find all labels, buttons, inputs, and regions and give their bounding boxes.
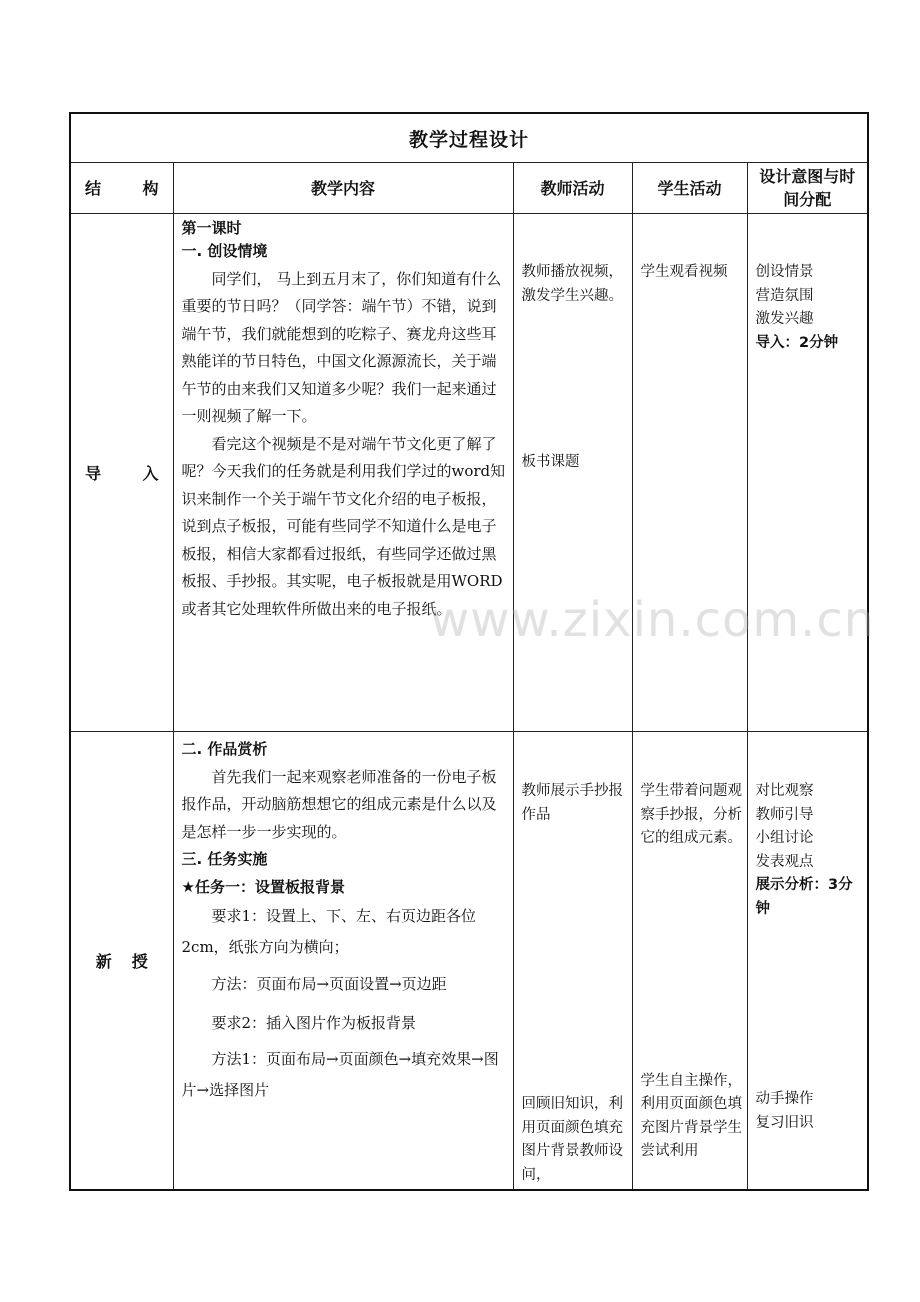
intro-teacher-text-2: 板书课题 <box>521 454 580 470</box>
new-design-intent <box>747 732 868 1190</box>
table-title: 教学过程设计 <box>70 113 868 163</box>
new-content <box>173 732 513 1190</box>
intro-paragraph-2: 看完这个视频是不是对端午节文化更了解了呢？今天我们的任务就是利用我们学过的word知识来制作一个关于端午节文化介绍的电子板报，说到点子板报，可能有些同学不知道什么是电子板报，相信大家都看过报纸，有些同学还做过黑板报、手抄报。其实呢，电子板报就是用WORD或者其它处理软件所做出来的电子报纸。 <box>181 434 506 618</box>
header-teacher-activity: 教师活动 <box>513 163 632 214</box>
new-student-activity <box>632 732 747 1190</box>
lesson-label: 第一课时 <box>181 219 242 237</box>
new-teacher-text-1: 教师展示手抄报作品 <box>521 783 623 823</box>
row-structure-intro <box>70 214 173 732</box>
new-design-1: 对比观察 <box>755 783 814 799</box>
new-design-5: 动手操作 <box>755 1091 814 1107</box>
lesson-process-table <box>69 112 869 1191</box>
header-structure <box>70 163 173 214</box>
intro-student-text-1: 学生观看视频 <box>640 264 728 280</box>
method-1: 方法：页面布局→页面设置→页边距 <box>211 975 447 993</box>
intro-structure-char-2: 入 <box>142 464 159 483</box>
new-student-text-1: 学生带着问题观察手抄报，分析它的组成元素。 <box>640 783 742 846</box>
intro-design-1: 创设情景 <box>755 264 814 280</box>
row-structure-new <box>70 732 173 1190</box>
header-content: 教学内容 <box>173 163 513 214</box>
new-structure-char-1: 新 <box>95 951 112 971</box>
intro-design-intent <box>747 214 868 732</box>
section-title-3: 三. 任务实施 <box>181 850 268 868</box>
intro-design-2: 营造氛围 <box>755 287 814 304</box>
new-student-text-2: 学生自主操作，利用页面颜色填充图片背景学生尝试利用 <box>640 1072 742 1159</box>
intro-teacher-text-1: 教师播放视频，激发学生兴趣。 <box>521 264 623 304</box>
new-design-4: 发表观点 <box>755 853 814 870</box>
header-design-intent: 设计意图与时间分配 <box>747 163 868 214</box>
header-structure-char-1: 结 <box>85 178 102 198</box>
watermark: www.zixin.com.cn <box>430 592 876 648</box>
intro-paragraph-1: 同学们， 马上到五月末了，你们知道有什么重要的节日吗？（同学答：端午节）不错，说到端午节，我们就能想到的吃粽子、赛龙舟这些耳熟能详的节日特色，中国文化源源流长，关于端午节的由来我们又知道多少呢？我们一起来通过一则视频了解一下。 <box>181 269 502 425</box>
method-2: 方法1：页面布局→页面颜色→填充效果→图片→选择图片 <box>181 1049 499 1099</box>
new-teacher-text-2: 回顾旧知识，利用页面颜色填充图片背景教师设问， <box>521 1096 623 1183</box>
new-design-time: 展示分析：3分钟 <box>755 877 853 917</box>
intro-structure-char-1: 导 <box>85 464 102 483</box>
new-design-3: 小组讨论 <box>755 830 814 846</box>
new-paragraph-1: 首先我们一起来观察老师准备的一份电子板报作品，开动脑筋想想它的组成元素是什么以及是怎样一步一步实现的。 <box>181 767 497 841</box>
intro-design-3: 激发兴趣 <box>755 311 814 327</box>
requirement-2: 要求2：插入图片作为板报背景 <box>211 1014 417 1032</box>
intro-content <box>173 214 513 732</box>
new-design-6: 复习旧识 <box>755 1114 814 1131</box>
header-student-activity: 学生活动 <box>632 163 747 214</box>
section-title-1: 一. 创设情境 <box>181 242 268 260</box>
new-structure-char-2: 授 <box>131 951 148 971</box>
new-teacher-activity <box>513 732 632 1190</box>
intro-teacher-activity <box>513 214 632 732</box>
intro-design-time: 导入：2分钟 <box>755 334 839 351</box>
task-1-title: ★任务一：设置板报背景 <box>181 877 345 896</box>
section-title-2: 二. 作品赏析 <box>181 740 268 758</box>
new-design-2: 教师引导 <box>755 806 814 823</box>
header-structure-char-2: 构 <box>142 178 159 198</box>
requirement-1: 要求1：设置上、下、左、右页边距各位2cm，纸张方向为横向； <box>181 907 477 956</box>
intro-student-activity <box>632 214 747 732</box>
